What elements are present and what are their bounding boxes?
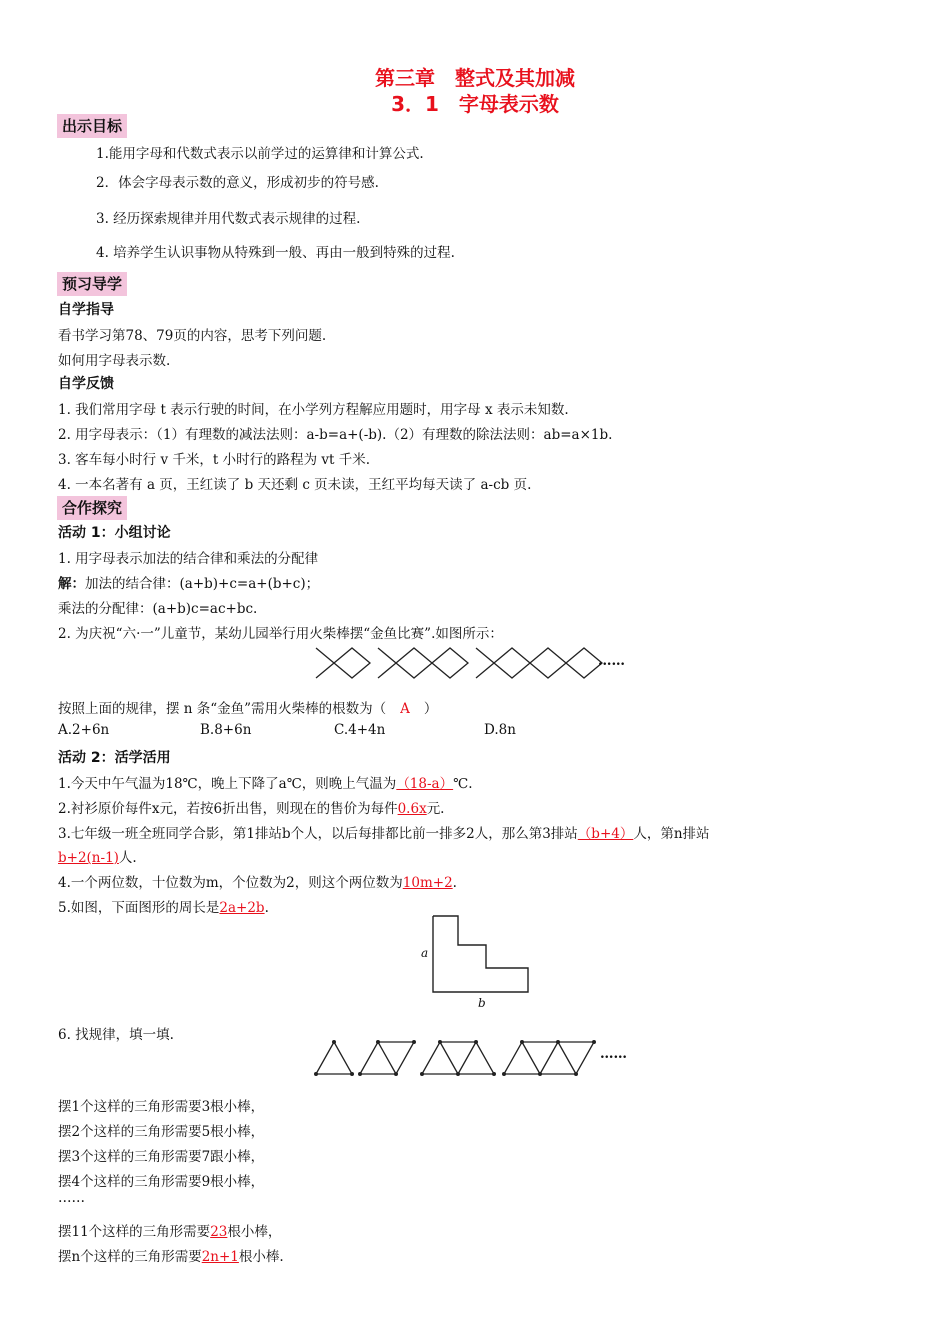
objective-item: 3. 经历探索规律并用代数式表示规律的过程. bbox=[96, 211, 361, 227]
activity1-solution1 bbox=[58, 572, 319, 592]
answer-blank: 23 bbox=[210, 1224, 228, 1240]
triangle-group-1 bbox=[316, 1042, 352, 1074]
guide-line: 如何用字母表示数. bbox=[58, 353, 171, 369]
feedback-line: 1. 我们常用字母 t 表示行驶的时间，在小学列方程解应用题时，用字母 x 表示未知数. bbox=[58, 402, 569, 418]
feedback-line: 4. 一本名著有 a 页，王红读了 b 天还剩 c 页未读，王红平均每天读了 a-cb 页. bbox=[58, 477, 532, 493]
section-heading-explore: 合作探究 bbox=[57, 496, 127, 520]
answer-choice: A bbox=[400, 701, 410, 717]
solution-text: 加法的结合律：(a+b)+c=a+(b+c)； bbox=[85, 576, 320, 592]
section-heading-preview: 预习导学 bbox=[57, 272, 127, 296]
practice-5 bbox=[58, 896, 269, 916]
objective-item: 1.能用字母和代数式表示以前学过的运算律和计算公式. bbox=[96, 146, 424, 162]
chapter-title: 第三章 整式及其加减 bbox=[375, 66, 575, 90]
practice-text: 人. bbox=[118, 850, 137, 866]
pattern-row: 摆3个这样的三角形需要7跟小棒， bbox=[58, 1149, 265, 1165]
triangle-group-4 bbox=[504, 1042, 594, 1074]
practice-text: . bbox=[264, 900, 269, 916]
pattern-text: 根小棒， bbox=[227, 1224, 282, 1240]
ask-close: ） bbox=[423, 701, 438, 717]
objective-item: 2．体会字母表示数的意义，形成初步的符号感. bbox=[96, 175, 379, 191]
practice-3 bbox=[58, 822, 710, 842]
triangles-figure bbox=[308, 1036, 648, 1080]
answer-blank: 0.6x bbox=[397, 801, 427, 817]
goldfish-1 bbox=[316, 648, 370, 678]
practice-text: . bbox=[452, 875, 457, 891]
option-d: D.8n bbox=[484, 722, 516, 738]
pattern-row: 摆2个这样的三角形需要5根小棒， bbox=[58, 1124, 265, 1140]
pattern-text: 根小棒. bbox=[238, 1249, 284, 1265]
practice-4 bbox=[58, 871, 457, 891]
objective-item: 4. 培养学生认识事物从特殊到一般、再由一般到特殊的过程. bbox=[96, 245, 455, 261]
pattern-ellipsis: …… bbox=[58, 1190, 85, 1206]
ask-text: 按照上面的规律，摆 n 条“金鱼”需用火柴棒的根数为（ bbox=[58, 701, 387, 717]
activity1-question2-ask bbox=[58, 697, 437, 717]
practice-text: 人，第n排站 bbox=[633, 826, 710, 842]
practice-text: 5.如图，下面图形的周长是 bbox=[58, 900, 220, 916]
lesson-title: 3．1 字母表示数 bbox=[391, 92, 559, 116]
triangle-group-2 bbox=[360, 1042, 414, 1074]
feedback-line: 3. 客车每小时行 v 千米，t 小时行的路程为 vt 千米. bbox=[58, 452, 371, 468]
figure-label-b: b bbox=[478, 996, 486, 1010]
pattern-row-n bbox=[58, 1245, 284, 1265]
practice-text: 1.今天中午气温为18℃，晚上下降了a℃，则晚上气温为 bbox=[58, 776, 397, 792]
answer-blank: b+2(n-1) bbox=[58, 850, 119, 866]
activity2-title: 活动 2：活学活用 bbox=[58, 750, 171, 766]
answer-blank: 10m+2 bbox=[402, 875, 453, 891]
solution-label: 解： bbox=[58, 576, 85, 592]
goldfish-2 bbox=[378, 648, 468, 678]
pattern-row-11 bbox=[58, 1220, 281, 1240]
practice-1 bbox=[58, 772, 473, 792]
feedback-line: 2. 用字母表示：（1）有理数的减法法则：a-b=a+(-b).（2）有理数的除法法则：ab=a×1b. bbox=[58, 427, 613, 443]
pattern-text: 摆11个这样的三角形需要 bbox=[58, 1224, 211, 1240]
answer-blank: （18-a） bbox=[396, 776, 454, 792]
guide-line: 看书学习第78、79页的内容，思考下列问题. bbox=[58, 328, 327, 344]
staircase-figure bbox=[412, 910, 542, 1015]
triangle-group-3 bbox=[422, 1042, 494, 1074]
activity1-title: 活动 1：小组讨论 bbox=[58, 525, 171, 541]
option-a: A.2+6n bbox=[58, 722, 110, 738]
practice-text: 3.七年级一班全班同学合影，第1排站b个人，以后每排都比前一排多2人，那么第3排站 bbox=[58, 826, 578, 842]
section-heading-objectives: 出示目标 bbox=[57, 114, 127, 138]
answer-blank: 2n+1 bbox=[201, 1249, 239, 1265]
guide-title: 自学指导 bbox=[58, 302, 114, 318]
practice-6: 6. 找规律，填一填. bbox=[58, 1027, 174, 1043]
feedback-title: 自学反馈 bbox=[58, 376, 114, 392]
practice-text: 4.一个两位数，十位数为m，个位数为2，则这个两位数为 bbox=[58, 875, 403, 891]
practice-text: 元. bbox=[426, 801, 445, 817]
answer-blank: （b+4） bbox=[577, 826, 634, 842]
triangles-ellipsis: …… bbox=[600, 1046, 627, 1062]
option-b: B.8+6n bbox=[200, 722, 252, 738]
goldfish-3 bbox=[476, 648, 602, 678]
option-c: C.4+4n bbox=[334, 722, 386, 738]
activity1-solution2: 乘法的分配律：(a+b)c=ac+bc. bbox=[58, 601, 258, 617]
answer-blank: 2a+2b bbox=[219, 900, 265, 916]
practice-3-cont bbox=[58, 846, 137, 866]
activity1-question2: 2. 为庆祝“六·一”儿童节，某幼儿园举行用火柴棒摆“金鱼比赛”.如图所示： bbox=[58, 626, 503, 642]
practice-2 bbox=[58, 797, 444, 817]
pattern-row: 摆1个这样的三角形需要3根小棒， bbox=[58, 1099, 265, 1115]
practice-text: 2.衬衫原价每件x元，若按6折出售，则现在的售价为每件 bbox=[58, 801, 398, 817]
practice-text: ℃. bbox=[453, 776, 473, 792]
figure-label-a: a bbox=[421, 946, 429, 960]
goldfish-ellipsis: …… bbox=[598, 653, 625, 669]
pattern-text: 摆n个这样的三角形需要 bbox=[58, 1249, 202, 1265]
activity1-question1: 1. 用字母表示加法的结合律和乘法的分配律 bbox=[58, 551, 319, 567]
pattern-row: 摆4个这样的三角形需要9根小棒， bbox=[58, 1174, 265, 1190]
